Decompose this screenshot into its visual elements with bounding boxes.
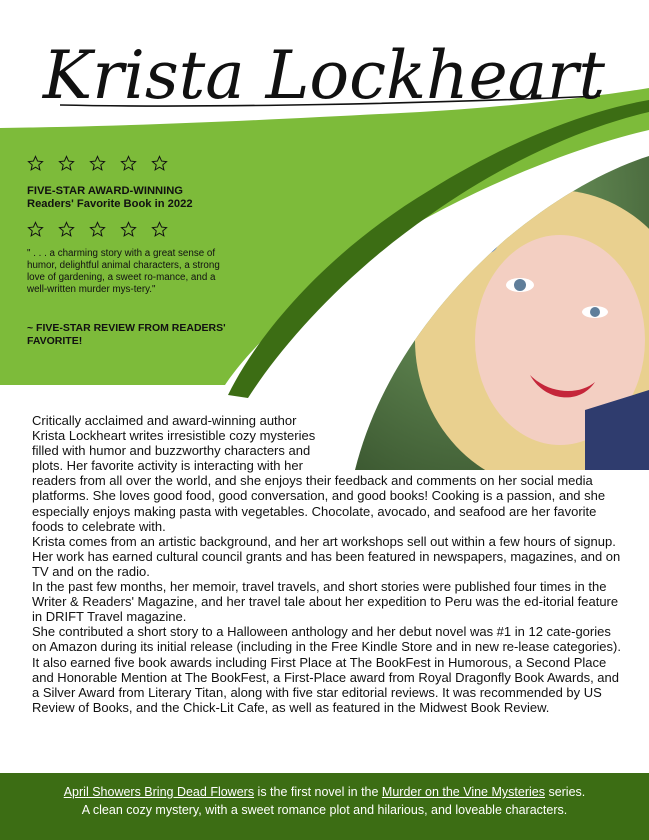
star-outline-icon xyxy=(27,155,44,172)
review-quote: " . . . a charming story with a great sense of humor, delightful animal characters, a strong love of gardening, a sweet ro-mance, and a well-written murder mys-tery." xyxy=(27,248,220,295)
bio-paragraph-3: In the past few months, her memoir, travel travels, and short stories were published four times in the Writer & Readers' Magazine, and her travel tale about her expedition to Peru was the ed-itorial feature in DRIFT Travel magazine. xyxy=(32,579,619,625)
author-name: Krista Lockheart xyxy=(42,37,606,114)
award-heading xyxy=(27,185,232,211)
bio-paragraph-intro: Critically acclaimed and award-winning author Krista Lockheart writes irresistible cozy mysteries filled with humor and buzzworthy characters and plots. Her favorite activity is interacting with her xyxy=(32,413,316,474)
book-title-link[interactable]: April Showers Bring Dead Flowers xyxy=(63,785,255,799)
star-outline-icon xyxy=(58,155,75,172)
star-rating-bottom xyxy=(27,221,168,238)
review-source: ~ FIVE-STAR REVIEW FROM READERS' FAVORITE! xyxy=(27,322,226,347)
star-outline-icon xyxy=(120,155,137,172)
star-outline-icon xyxy=(89,221,106,238)
author-biography xyxy=(32,413,622,715)
bio-paragraph-4: She contributed a short story to a Halloween anthology and her debut novel was #1 in 12 cate-gories on Amazon during its initial release (including in the Free Kindle Store and in new re-lease categories). xyxy=(32,624,621,655)
star-outline-icon xyxy=(120,221,137,238)
bio-paragraph-5: It also earned five book awards including First Place at The BookFest in Humorous, a Second Place and Honorable Mention at The BookFest, a First-Place award from Royal Dragonfly Book Awards, and a Silver Award from Literary Titan, along with five star editorial reviews. It was recommended by US Review of Books, and the Chick-Lit Cafe, as well as featured in the Midwest Book Review. xyxy=(32,654,619,715)
star-rating-top xyxy=(27,155,168,172)
star-outline-icon xyxy=(89,155,106,172)
footer-text-mid: is the first novel in the xyxy=(254,785,382,799)
footer-line-2: A clean cozy mystery, with a sweet romance plot and hilarious, and loveable characters. xyxy=(81,803,568,817)
series-title-link[interactable]: Murder on the Vine Mysteries xyxy=(381,785,545,799)
footer-text-end: series. xyxy=(544,785,586,799)
star-outline-icon xyxy=(58,221,75,238)
bio-paragraph-2: Krista comes from an artistic background, and her art workshops sell out within a few hours of signup. Her work has earned cultural council grants and has been featured in newspapers, magazines, and on TV and on the radio. xyxy=(32,533,621,579)
star-outline-icon xyxy=(27,221,44,238)
award-title: FIVE-STAR AWARD-WINNING xyxy=(27,185,183,197)
footer-line-1 xyxy=(0,783,649,801)
footer-banner xyxy=(0,773,649,840)
star-outline-icon xyxy=(151,221,168,238)
award-subtitle: Readers' Favorite Book in 2022 xyxy=(27,198,193,210)
bio-paragraph-1-continued: readers from all over the world, and she enjoys their feedback and comments on her social media platforms. She loves good food, good conversation, and good books! Cooking is a passion, and she especially enjoys making pasta with vegetables. Chocolate, avocado, and seafood are her favorite foods to celebrate with. xyxy=(32,473,606,534)
star-outline-icon xyxy=(151,155,168,172)
